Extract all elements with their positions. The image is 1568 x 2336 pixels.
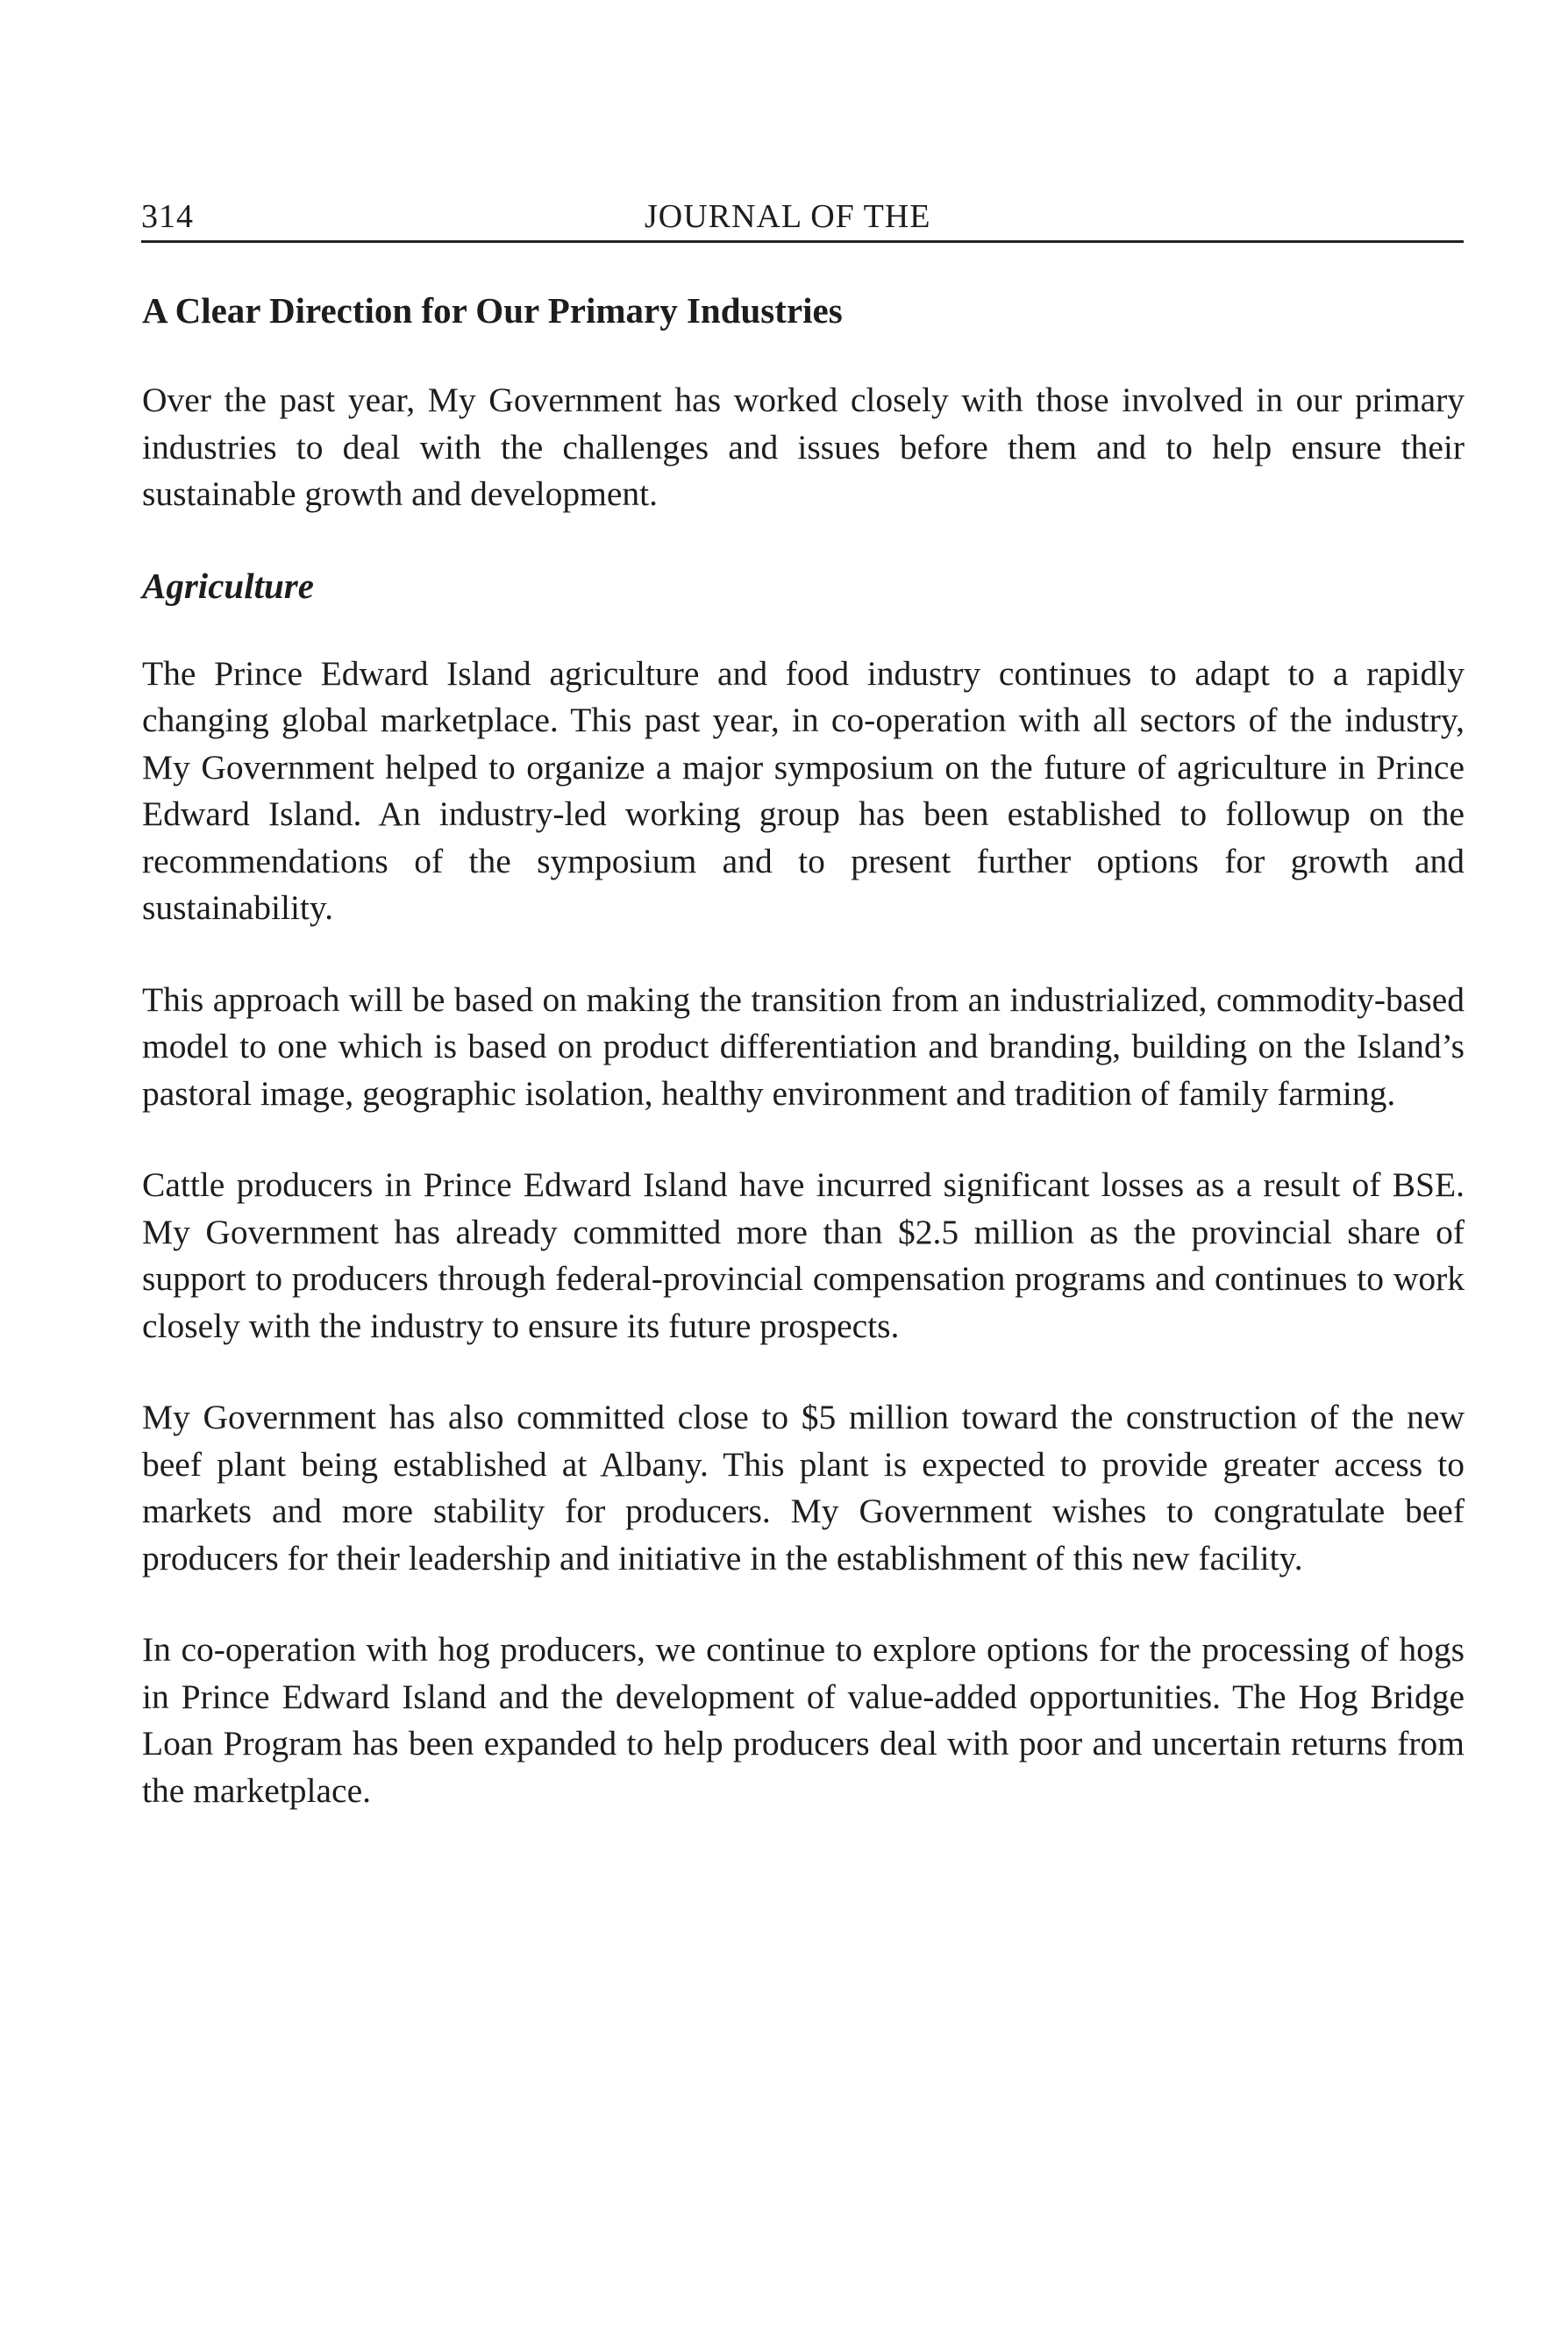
agriculture-paragraph-5: In co-operation with hog producers, we continue to explore options for the processing of hogs in Prince Edward Island and the development of value-added opportunities. The Hog Bridge Loan Program has been expanded to help producers deal with poor and uncertain returns from the marketplace.	[142, 1630, 1465, 1810]
agriculture-paragraph-4: My Government has also committed close to $5 million toward the construction of the new beef plant being established at Albany. This plant is expected to provide greater access to markets and more stability for producers. My Government wishes to congratulate beef producers for their leadership and initiative in the establishment of this new facility.	[142, 1398, 1465, 1578]
agriculture-paragraph-1: The Prince Edward Island agriculture and food industry continues to adapt to a rapidly changing global marketplace. This past year, in co-operation with all sectors of the industry, My Government helped to organize a major symposium on the future of agriculture in Prince Edward Island. An industry-led working group has been established to followup on the recommendations of the symposium and to present further options for growth and sustainability.	[142, 653, 1465, 927]
running-header	[141, 188, 1464, 243]
page-body	[142, 288, 1465, 1859]
agriculture-paragraph-2: This approach will be based on making the transition from an industrialized, commodity-based model to one which is based on product differentiation and branding, building on the Island’s pastoral image, geographic isolation, healthy environment and tradition of family farming.	[142, 979, 1465, 1113]
agriculture-heading: Agriculture	[142, 565, 314, 606]
section-heading: A Clear Direction for Our Primary Industries	[142, 290, 843, 331]
agriculture-paragraph-3: Cattle producers in Prince Edward Island have incurred significant losses as a result of BSE. My Government has already committed more than $2.5 million as the provincial share of support to producers through federal-provincial compensation programs and continues to work closely with the industry to ensure its future prospects.	[142, 1165, 1465, 1345]
intro-paragraph: Over the past year, My Government has worked closely with those involved in our primary industries to deal with the challenges and issues before them and to help ensure their sustainable growth and development.	[142, 381, 1465, 513]
page-number: 314	[141, 198, 194, 235]
journal-title: JOURNAL OF THE	[645, 198, 931, 235]
